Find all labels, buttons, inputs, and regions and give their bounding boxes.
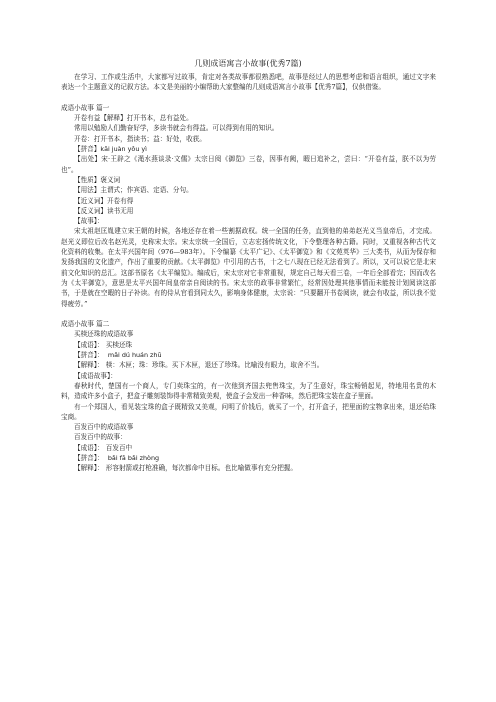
pinyin-text: bǎi fā bǎi zhòng — [107, 453, 160, 462]
s2-line: 【成语】： 百发百中 — [74, 443, 133, 452]
s2-line: 【成语故事】： — [74, 371, 117, 380]
s1-line: 【反义词】读书无用 — [74, 206, 134, 215]
document-body — [61, 72, 436, 474]
s1-story: 宋太祖赵匡胤建立宋王朝的时候，各地还存在着一些割据政权。统一全国的任务，直到他的弟弟赵光义当皇帝后，才完成。赵光义即位后改名赵光灵，史称宋太宗。宋太宗统一全国后，立志宏扬传统文化，下令整理各种古籍。同时，又重视各种古代文化资料的收集。在太平兴国年间（976—983年）。下令编纂《太平广记》、《太平御览》和《文苑英华》三大类书，从而为保存和发扬我国的文化遗产，作出了重要的贡献。《太平御览》中引用的古书，十之七八现在已经无法看到了。所以，又可以说它是北宋前文化知识的总汇。这部书原名《太平编览》。编成后，宋太宗对它非常重视，规定自己每天看三卷，一年后全部看完；因而改名为《太平御览》，意思是太平兴国年间皇帝亲自阅读的书。宋太宗的政事非常繁忙，经常因处理其他事情而未能按计划阅读这部书，于是就在空暇的日子补读。有的侍从官看到同太久，影响身体健康，太宗说：“只要翻开书卷阅读，就会有收益，所以我不觉得疲劳。” — [61, 227, 436, 308]
s2-story: 有一个郑国人，看见装宝珠的盒子既精致又美观，问明了价钱后，就买了一个，打开盒子，把里面的宝物拿出来，退还给珠宝商。 — [61, 402, 436, 421]
s2-line: 【成语】： 买椟还珠 — [74, 340, 133, 349]
s2-pinyin-line — [61, 453, 436, 463]
s1-line: 常用以勉励人们勤奋好学，多读书就会有得益。可以得到有用的知识。 — [74, 124, 279, 133]
s2-subheading: 买椟还珠的成语故事 — [74, 330, 134, 339]
s1-line: 【性质】褒义词 — [74, 175, 121, 184]
s1-pinyin-line — [61, 144, 436, 154]
document-title: 几则成语寓言小故事(优秀7篇) — [194, 59, 302, 68]
s1-line: 【出处】宋·王辟之《渑水燕谈录·文儒》太宗日阅《御览》三卷，因事有阙，暇日追补之，尝曰：“开卷有益，朕不以为劳也”。 — [61, 155, 436, 174]
s2-subheading: 百发百中的成语故事 — [74, 423, 134, 432]
s2-pinyin-line — [61, 350, 436, 360]
s1-line: 开卷：打开书本，指读书；益：好处，收获。 — [74, 134, 206, 143]
pinyin-text: mǎi dú huán zhū — [107, 351, 162, 360]
s1-line: 开卷有益【解释】打开书本，总有益处。 — [74, 114, 193, 123]
pinyin-label: 【拼音】： — [74, 351, 104, 360]
s2-story: 春秋时代，楚国有一个商人，专门卖珠宝的，有一次他到齐国去兜售珠宝，为了生意好，珠宝畅销起见，特地用名贵的木料，造成许多小盒子，把盒子雕刻装饰得非常精致美观，使盒子会发出一种香味，然后把珠宝装在盒子里面。 — [61, 381, 436, 401]
pinyin-label: 【拼音】 — [74, 145, 101, 154]
pinyin-label: 【拼音】： — [74, 453, 104, 462]
s1-line: 【近义词】开卷有得 — [74, 196, 134, 205]
s1-line: 【故事】： — [74, 217, 104, 226]
section-1-heading: 成语小故事 篇一 — [61, 103, 110, 112]
s2-line: 【解释】： 椟：木匣；珠：珍珠。买下木匣，退还了珍珠。比喻没有眼力，取舍不当。 — [74, 361, 324, 370]
s2-subheading: 百发百中的故事： — [74, 433, 127, 442]
section-2-heading: 成语小故事 篇二 — [61, 320, 110, 329]
intro-paragraph: 在学习、工作或生活中，大家都写过故事，肯定对各类故事都很熟悉吧，故事是经过人的思想考虑和语言组织，通过文字来表达一个主题意义的记叙方法。本文是美丽的小编帮助大家整编的几则成语寓言小故事【优秀7篇】，仅供借鉴。 — [61, 73, 436, 92]
s2-line: 【解释】： 形容射箭或打枪准确，每次都命中目标。也比喻做事有充分把握。 — [74, 464, 297, 473]
pinyin-text: kāi juàn yǒu yì — [100, 145, 147, 154]
s1-line: 【用法】主谓式；作宾语、定语、分句。 — [74, 186, 193, 195]
